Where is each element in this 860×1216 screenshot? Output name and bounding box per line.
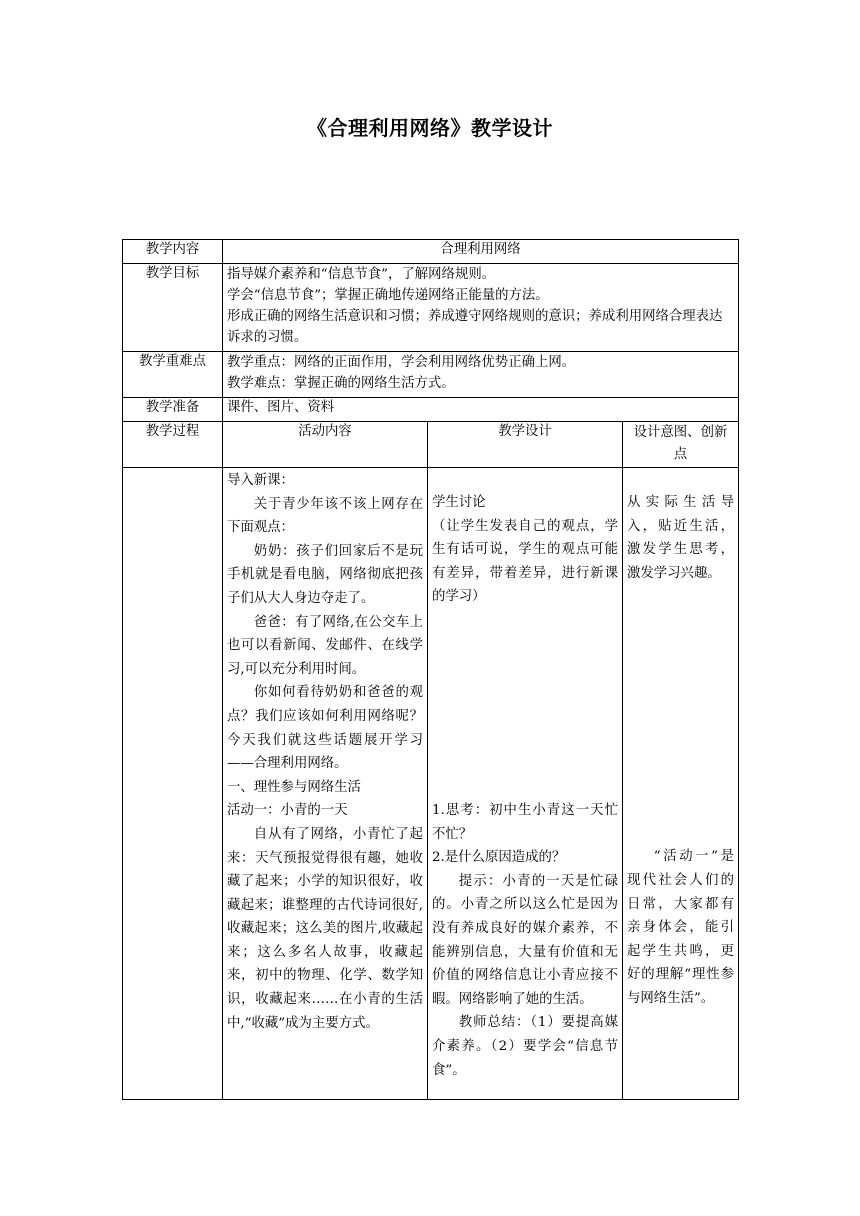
label-content: 教学内容 [123,240,223,264]
activity-line: 爸爸：有了网络,在公交车上也可以看新闻、发邮件、在线学习,可以充分利用时间。 [227,614,423,677]
row-process-body [123,468,739,1100]
header-activity: 活动内容 [223,422,428,468]
goal-line: 形成正确的网络生活意识和习惯；养成遵守网络规则的意识；养成利用网络合理表达诉求的习惯。 [227,309,723,345]
header-design: 教学设计 [428,422,623,468]
design-cell [428,468,623,1100]
goal-line: 指导媒介素养和“信息节食”，了解网络规则。 [227,267,496,282]
activity-line: 关于青少年该不该上网存在下面观点： [227,496,423,536]
activity-line: 奶奶：孩子们回家后不是玩手机就是看电脑，网络彻底把孩子们从大人身边夺走了。 [227,543,423,606]
value-content: 合理利用网络 [223,240,739,264]
design-line: 2.是什么原因造成的？ [432,850,566,866]
design-line: 教师总结：（1）要提高媒介素养。（2）要学会“信息节食”。 [432,1015,618,1078]
keypoint-line: 教学重点：网络的正面作用，学会利用网络优势正确上网。 [227,355,576,370]
activity-line: 你如何看待奶奶和爸爸的观点？我们应该如何利用网络呢？今天我们就这些话题展开学习——合理利用网络。 [227,685,423,772]
label-goals: 教学目标 [123,264,223,352]
document-title: 《合理利用网络》教学设计 [307,116,553,140]
label-process: 教学过程 [123,422,223,468]
value-keypoints [223,352,739,398]
row-keypoints [123,352,739,398]
intent-cell [623,468,739,1100]
intent-text: “活动一”是现代社会人们的日常，大家都有亲身体会，能引起学生共鸣，更好的理解“理性参与网络生活”。 [627,849,734,1006]
activity-line: 一、理性参与网络生活 [227,779,361,795]
keypoint-line: 教学难点：掌握正确的网络生活方式。 [227,376,455,391]
row-prep [123,398,739,422]
label-keypoints: 教学重难点 [123,352,223,398]
design-line: 提示：小青的一天是忙碌的。小青之所以这么忙是因为没有养成良好的媒介素养，不能辨别信息，大量有价值和无价值的网络信息让小青应接不暇。网络影响了她的生活。 [432,873,618,1007]
activity-line: 导入新课： [227,473,294,488]
value-prep: 课件、图片、资料 [223,398,739,422]
row-goals [123,264,739,352]
activity-cell [223,468,428,1100]
label-prep: 教学准备 [123,398,223,422]
header-intent: 设计意图、创新点 [623,422,739,468]
activity-line: 活动一：小青的一天 [227,803,348,819]
design-line: （让学生发表自己的观点，学生有话可说，学生的观点可能有差异，带着差异，进行新课的学习） [432,518,618,605]
design-line: 1.思考：初中生小青这一天忙不忙？ [432,802,618,842]
intent-text: 从实际生活导入，贴近生活，激发学生思考，激发学习兴趣。 [627,495,734,581]
process-label-empty [123,468,223,1100]
design-line: 学生讨论 [432,495,486,510]
lesson-plan-table [122,239,739,1100]
value-goals [223,264,739,352]
row-content [123,240,739,264]
activity-line: 自从有了网络，小青忙了起来：天气预报觉得很有趣，她收藏了起来；小学的知识很好，收藏起来；谁整理的古代诗词很好,收藏起来；这么美的图片,收藏起来；这么多名人故事，收藏起来，初中的物理、化学、数学知识，收藏起来……在小青的生活中,“收藏”成为主要方式。 [227,826,423,1031]
goal-line: 学会“信息节食”；掌握正确地传递网络正能量的方法。 [227,288,549,303]
row-process-header [123,422,739,468]
